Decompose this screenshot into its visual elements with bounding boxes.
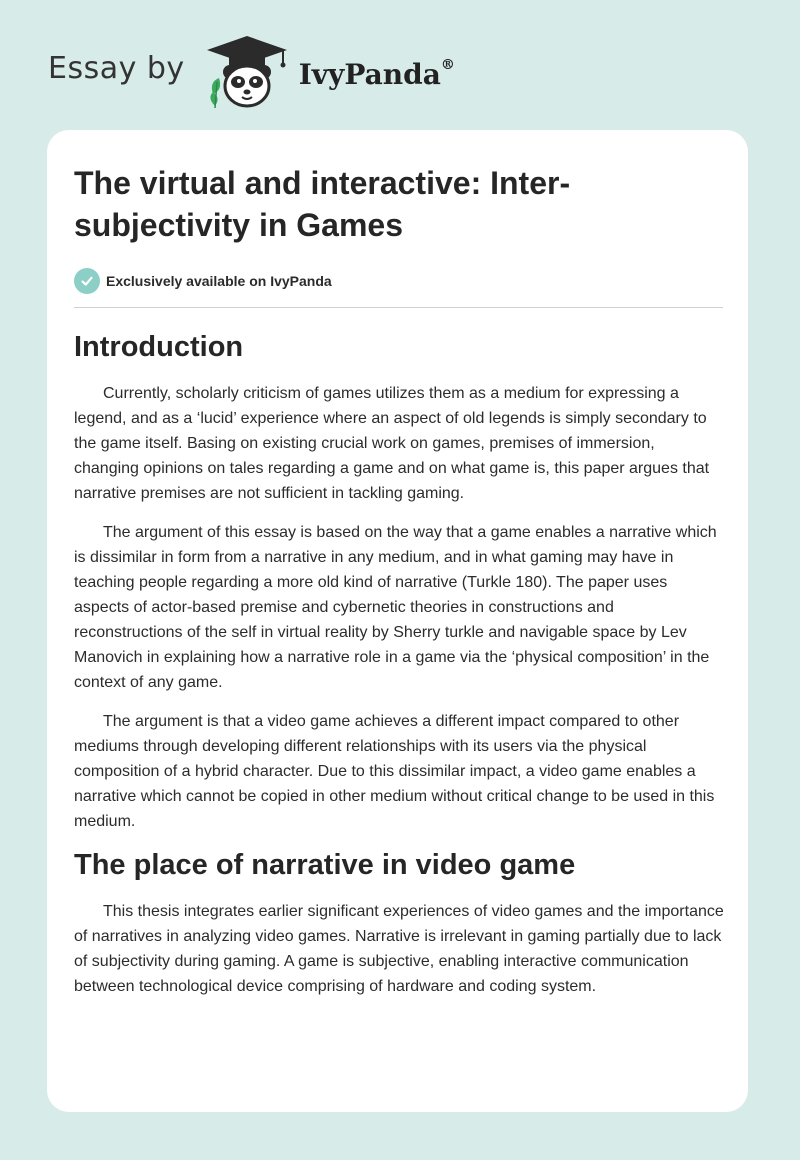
paragraph: The argument of this essay is based on the way that a game enables a narrative which is dissimilar in form from a narrative in any medium, and in what gaming may have in teaching people regarding a more old kind of narrative (Turkle 180). The paper uses aspects of actor-based premise and cybernetic theories in constructions and reconstructions of the self in virtual reality by Sherry turkle and navigable space by Lev Manovich in explaining how a narrative role in a game via the ‘physical composition’ in the context of any game. bbox=[74, 524, 717, 691]
brand-prefix: Essay by bbox=[48, 50, 185, 86]
exclusive-badge bbox=[74, 268, 724, 294]
paragraph: This thesis integrates earlier significant experiences of video games and the importance of narratives in analyzing video games. Narrative is irrelevant in gaming partially due to lack of subjectivity during gaming. A game is subjective, enabling interactive communication between technological device comprising of hardware and coding system. bbox=[74, 903, 724, 995]
divider bbox=[74, 307, 723, 308]
paragraph: Currently, scholarly criticism of games utilizes them as a medium for expressing a legend, and as a ‘lucid’ experience where an aspect of old legends is simply secondary to the game itself. Basing on existing crucial work on games, premises of immersion, changing opinions on tales regarding a game and on what game is, this paper argues that narrative premises are not sufficient in tackling gaming. bbox=[74, 385, 710, 502]
check-circle-icon bbox=[74, 268, 100, 294]
panda-graduate-icon bbox=[199, 34, 295, 110]
brand-name[interactable]: IvyPanda® bbox=[298, 57, 455, 91]
section-heading-introduction: Introduction bbox=[74, 331, 244, 363]
registered-mark: ® bbox=[440, 57, 455, 74]
essay-content bbox=[74, 162, 724, 999]
essay-card bbox=[47, 130, 748, 1112]
section-heading-narrative: The place of narrative in video game bbox=[74, 849, 576, 881]
exclusive-badge-label: Exclusively available on IvyPanda bbox=[106, 273, 332, 289]
brand-header bbox=[48, 34, 455, 110]
page-title: The virtual and interactive: Inter-subjectivity in Games bbox=[74, 165, 571, 243]
paragraph: The argument is that a video game achieves a different impact compared to other mediums through developing different relationships with its users via the physical composition of a hybrid character. Due to this dissimilar impact, a video game enables a narrative which cannot be copied in other medium without critical change to be used in this medium. bbox=[74, 713, 715, 830]
